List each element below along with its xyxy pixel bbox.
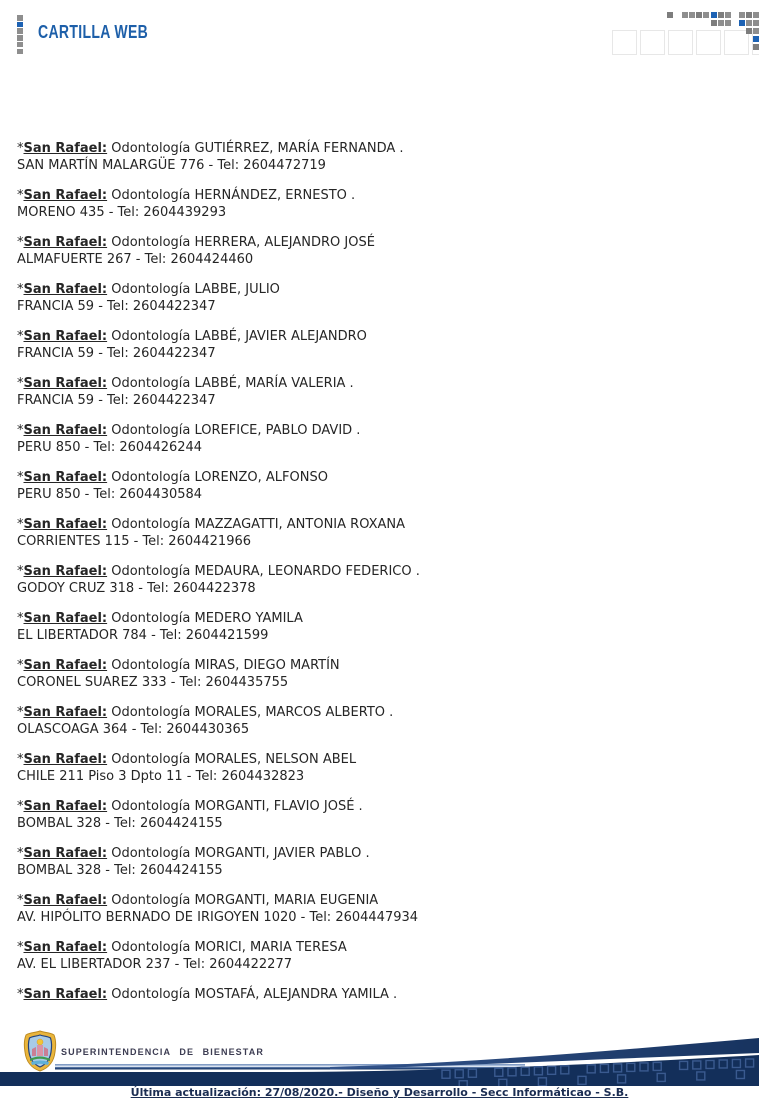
directory-entry	[17, 281, 737, 315]
entry-address-line: PERU 850 - Tel: 2604430584	[17, 487, 203, 502]
decorative-square	[689, 12, 695, 18]
entry-address-line: FRANCIA 59 - Tel: 2604422347	[17, 346, 216, 361]
directory-entry	[17, 986, 737, 1003]
directory-entry	[17, 704, 737, 738]
decorative-square	[682, 12, 688, 18]
entry-address-line: BOMBAL 328 - Tel: 2604424155	[17, 863, 223, 878]
decorative-square	[739, 12, 745, 18]
decorative-square	[718, 12, 724, 18]
entry-name-line: *San Rafael: Odontología MORALES, MARCOS ALBERTO .	[17, 705, 394, 720]
entry-name-line: *San Rafael: Odontología HERRERA, ALEJANDRO JOSÉ	[17, 235, 375, 250]
directory-entry	[17, 610, 737, 644]
entry-address-line: GODOY CRUZ 318 - Tel: 2604422378	[17, 581, 256, 596]
decorative-square	[725, 20, 731, 26]
entry-name-line: *San Rafael: Odontología LORENZO, ALFONSO	[17, 470, 328, 485]
directory-entry	[17, 892, 737, 926]
footer-update-note: Última actualización: 27/08/2020.- Diseño y Desarrollo - Secc Informáticao - S.B.	[130, 1086, 629, 1099]
entry-name-line: *San Rafael: Odontología LABBÉ, JAVIER ALEJANDRO	[17, 329, 367, 344]
decorative-square	[17, 22, 23, 28]
entry-name-line: *San Rafael: Odontología MORALES, NELSON ABEL	[17, 752, 357, 767]
entry-address-line: OLASCOAGA 364 - Tel: 2604430365	[17, 722, 250, 737]
decorative-square	[667, 12, 673, 18]
entry-name-line: *San Rafael: Odontología MAZZAGATTI, ANTONIA ROXANA	[17, 517, 406, 532]
decorative-square	[746, 20, 752, 26]
entry-address-line: AV. HIPÓLITO BERNADO DE IRIGOYEN 1020 - Tel: 2604447934	[17, 910, 419, 925]
decorative-square	[17, 49, 23, 55]
decorative-square	[703, 12, 709, 18]
decorative-square	[746, 12, 752, 18]
entry-name-line: *San Rafael: Odontología MORGANTI, FLAVIO JOSÉ .	[17, 799, 363, 814]
entry-name-line: *San Rafael: Odontología MIRAS, DIEGO MARTÍN	[17, 658, 340, 673]
directory-entry	[17, 187, 737, 221]
directory-entry	[17, 845, 737, 879]
footer-swoosh-graphic	[0, 1036, 759, 1086]
brand-title: CARTILLA WEB	[38, 22, 149, 42]
decorative-square	[725, 12, 731, 18]
decorative-square	[753, 12, 759, 18]
decorative-square	[746, 28, 752, 34]
entry-address-line: BOMBAL 328 - Tel: 2604424155	[17, 816, 223, 831]
entry-name-line: *San Rafael: Odontología LOREFICE, PABLO DAVID .	[17, 423, 361, 438]
decorative-square	[718, 20, 724, 26]
entry-name-line: *San Rafael: Odontología LABBE, JULIO	[17, 282, 280, 297]
decorative-square	[711, 12, 717, 18]
decorative-square	[753, 36, 759, 42]
directory-entry	[17, 140, 737, 174]
decorative-square	[17, 28, 23, 34]
directory-entry	[17, 469, 737, 503]
entry-address-line: AV. EL LIBERTADOR 237 - Tel: 2604422277	[17, 957, 292, 972]
entry-name-line: *San Rafael: Odontología GUTIÉRREZ, MARÍA FERNANDA .	[17, 141, 404, 156]
directory-entry	[17, 563, 737, 597]
directory-list	[17, 140, 737, 1016]
entry-address-line: FRANCIA 59 - Tel: 2604422347	[17, 393, 216, 408]
decorative-square	[696, 12, 702, 18]
directory-entry	[17, 939, 737, 973]
directory-entry	[17, 328, 737, 362]
entry-address-line: SAN MARTÍN MALARGÜE 776 - Tel: 2604472719	[17, 158, 326, 173]
header	[0, 0, 759, 70]
directory-entry	[17, 657, 737, 691]
entry-address-line: CORONEL SUAREZ 333 - Tel: 2604435755	[17, 675, 289, 690]
entry-address-line: MORENO 435 - Tel: 2604439293	[17, 205, 227, 220]
entry-name-line: *San Rafael: Odontología MEDERO YAMILA	[17, 611, 303, 626]
entry-name-line: *San Rafael: Odontología MEDAURA, LEONARDO FEDERICO .	[17, 564, 420, 579]
entry-address-line: EL LIBERTADOR 784 - Tel: 2604421599	[17, 628, 269, 643]
directory-entry	[17, 798, 737, 832]
entry-name-line: *San Rafael: Odontología MORGANTI, JAVIER PABLO .	[17, 846, 370, 861]
entry-name-line: *San Rafael: Odontología LABBÉ, MARÍA VALERIA .	[17, 376, 354, 391]
stacked-squares-icon	[17, 15, 24, 59]
entry-address-line: PERU 850 - Tel: 2604426244	[17, 440, 203, 455]
entry-name-line: *San Rafael: Odontología HERNÁNDEZ, ERNESTO .	[17, 188, 356, 203]
entry-name-line: *San Rafael: Odontología MORICI, MARIA TERESA	[17, 940, 347, 955]
directory-entry	[17, 234, 737, 268]
entry-address-line: FRANCIA 59 - Tel: 2604422347	[17, 299, 216, 314]
entry-address-line: CORRIENTES 115 - Tel: 2604421966	[17, 534, 252, 549]
decorative-square	[753, 28, 759, 34]
decorative-square	[711, 20, 717, 26]
directory-entry	[17, 422, 737, 456]
decorative-square	[17, 35, 23, 41]
decorative-square	[17, 42, 23, 48]
decorative-square	[17, 15, 23, 21]
org-name: SUPERINTENDENCIA DE BIENESTAR	[61, 1047, 264, 1057]
directory-entry	[17, 516, 737, 550]
directory-entry	[17, 375, 737, 409]
entry-name-line: *San Rafael: Odontología MOSTAFÁ, ALEJANDRA YAMILA .	[17, 987, 398, 1002]
decorative-square	[739, 20, 745, 26]
entry-address-line: CHILE 211 Piso 3 Dpto 11 - Tel: 2604432823	[17, 769, 305, 784]
decorative-square	[753, 20, 759, 26]
decorative-square	[753, 44, 759, 50]
entry-address-line: ALMAFUERTE 267 - Tel: 2604424460	[17, 252, 254, 267]
entry-name-line: *San Rafael: Odontología MORGANTI, MARIA EUGENIA	[17, 893, 379, 908]
directory-entry	[17, 751, 737, 785]
